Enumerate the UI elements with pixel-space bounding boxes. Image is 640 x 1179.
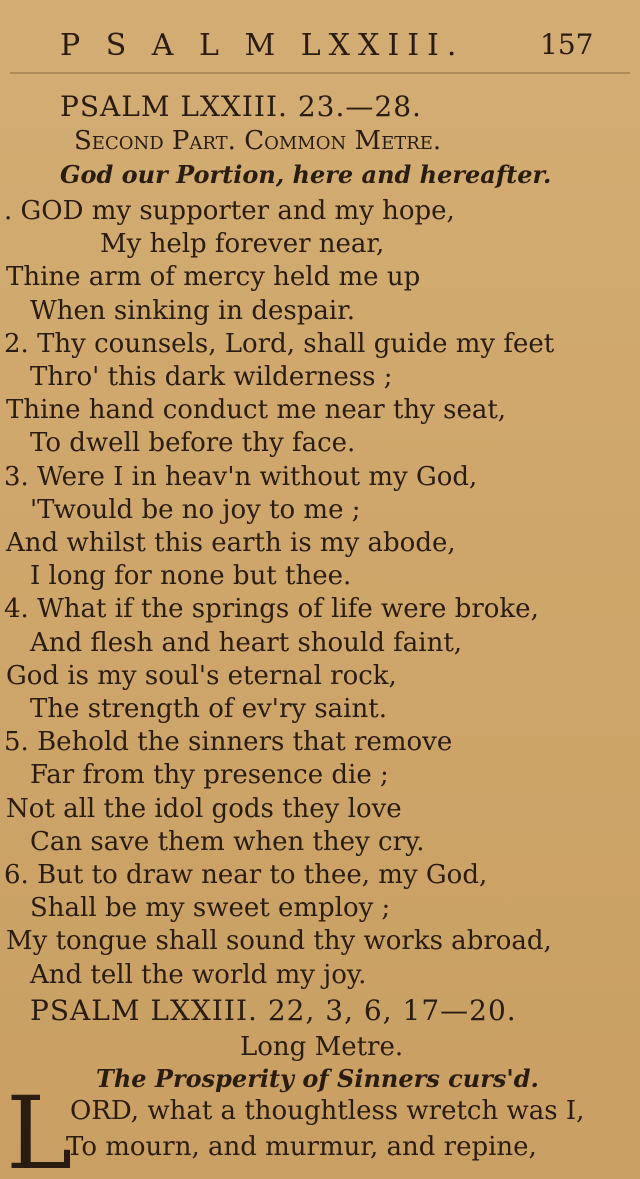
verse-line: Thine arm of mercy held me up bbox=[6, 262, 421, 293]
verse-line: Not all the idol gods they love bbox=[6, 793, 402, 824]
verse-line: Can save them when they cry. bbox=[30, 826, 425, 857]
verse-line: The strength of ev'ry saint. bbox=[30, 694, 387, 724]
verse-line: Far from thy presence die ; bbox=[30, 760, 389, 791]
verse-line: 6. But to draw near to thee, my God, bbox=[4, 860, 488, 890]
verse-line: My help forever near, bbox=[100, 229, 385, 260]
verse-line: When sinking in despair. bbox=[30, 295, 355, 326]
verse-line: ORD, what a thoughtless wretch was I, bbox=[70, 1096, 585, 1126]
verse-line: My tongue shall sound thy works abroad, bbox=[6, 926, 552, 957]
page-number: 157 bbox=[540, 28, 594, 61]
verse-line: 'Twould be no joy to me ; bbox=[30, 494, 361, 525]
verse-line: . GOD my supporter and my hope, bbox=[4, 196, 455, 226]
psalm-subtitle-2: Long Metre. bbox=[240, 1032, 404, 1062]
verse-line: Thine hand conduct me near thy seat, bbox=[6, 395, 507, 426]
verse-line: 4. What if the springs of life were broke, bbox=[4, 594, 539, 625]
verse-line: I long for none but thee. bbox=[30, 561, 352, 592]
verse-line: And flesh and heart should faint, bbox=[30, 627, 463, 658]
verse-line: 3. Were I in heav'n without my God, bbox=[4, 461, 478, 492]
running-title: P S A L M LXXIII. bbox=[60, 28, 465, 63]
psalm-theme: God our Portion, here and hereafter. bbox=[60, 160, 552, 189]
verse-line: To mourn, and murmur, and repine, bbox=[66, 1132, 537, 1162]
verse-line: Thro' this dark wilderness ; bbox=[30, 362, 393, 392]
psalm-theme-2: The Prosperity of Sinners curs'd. bbox=[96, 1064, 539, 1093]
verse-line: And tell the world my joy. bbox=[30, 959, 367, 990]
verse-line: God is my soul's eternal rock, bbox=[6, 660, 397, 691]
psalm-title-2: PSALM LXXIII. 22, 3, 6, 17—20. bbox=[30, 994, 517, 1027]
verse-line: To dwell before thy face. bbox=[30, 428, 356, 459]
psalm-title: PSALM LXXIII. 23.—28. bbox=[60, 90, 422, 123]
verse-line: And whilst this earth is my abode, bbox=[6, 528, 456, 558]
psalm-subtitle: Second Part. Common Metre. bbox=[74, 126, 442, 156]
verse-line: Shall be my sweet employ ; bbox=[30, 893, 391, 924]
header-rule bbox=[10, 72, 630, 74]
drop-cap-l: L bbox=[6, 1075, 73, 1179]
verse-line: 5. Behold the sinners that remove bbox=[4, 727, 453, 758]
verse-line: 2. Thy counsels, Lord, shall guide my feet bbox=[4, 328, 555, 359]
